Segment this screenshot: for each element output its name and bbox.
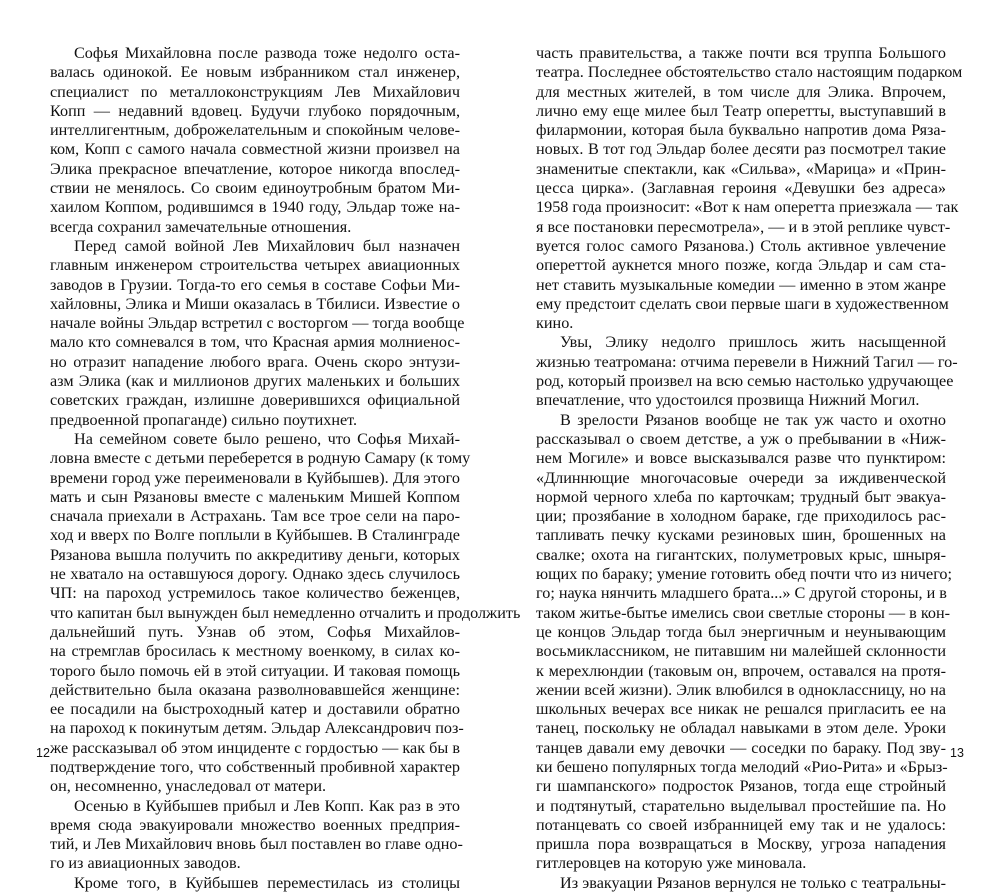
text-line: нем Могиле» и вовсе высказывался разве что пунктиром:: [536, 449, 946, 468]
text-line: школьных вечерах все никак не решался пригласить ее на: [536, 700, 946, 719]
text-line: опереттой аукнется много позже, когда Эльдар и сам ста-: [536, 256, 946, 275]
text-line: торого было помочь ей в этой ситуации. И таковая помощь: [50, 661, 460, 680]
text-line: жении всей жизни). Элик влюбился в одноклассницу, но на: [536, 680, 946, 699]
text-line: ствии не менялось. Со своим единоутробным братом Ми-: [50, 179, 460, 198]
text-line: Перед самой войной Лев Михайлович был назначен: [74, 236, 460, 255]
text-line: на стремглав бросилась к местному военкому, в силах ко-: [50, 642, 460, 661]
text-line: хаилом Коппом, родившимся в 1940 году, Эльдар тоже на-: [50, 198, 460, 217]
text-line: Софья Михайловна после развода тоже недолго оста-: [74, 44, 460, 62]
text-line: «Длиннющие многочасовые очереди за иждивенческой: [536, 468, 946, 487]
text-line: 1958 года произносит: «Вот к нам оперетта приезжала — так: [536, 198, 959, 217]
text-line: не хватало на оставшуюся дорогу. Однако здесь случилось: [50, 565, 460, 584]
text-line: ком, Копп с самого начала совместной жизни произвел на: [50, 140, 460, 159]
text-line: Кроме того, в Куйбышев переместилась из столицы: [74, 873, 460, 892]
text-line: це концов Эльдар тогда был энергичным и неунывающим: [536, 622, 946, 641]
text-line: цесса цирка». (Заглавная героиня «Девушки без адреса»: [536, 179, 946, 198]
text-line: танец, поскольку не обладал навыками в этом деле. Уроки: [536, 719, 946, 738]
text-line: что капитан был вынужден был немедленно отчалить и продолжить: [50, 603, 521, 622]
text-line: филармонии, которая была буквально напротив дома Ряза-: [536, 121, 946, 140]
text-line: но отразит нападение любого врага. Очень скоро энтузи-: [50, 352, 460, 371]
text-line: Элика прекрасное впечатление, которое никогда впослед-: [50, 159, 460, 178]
text-line: вуется голос самого Рязанова.) Столь активное увлечение: [536, 236, 946, 255]
text-line: дальнейший путь. Узнав об этом, Софья Михайлов-: [50, 622, 460, 641]
left-page-text-column: [50, 44, 521, 893]
text-line: тапливать печку кусками резиновых шин, брошенных на: [536, 526, 946, 545]
text-line: он, несомненно, унаследовал от матери.: [50, 777, 327, 796]
text-line: восьмиклассником, не питавшим ни малейшей склонности: [536, 642, 946, 661]
text-line: Осенью в Куйбышев прибыл и Лев Копп. Как раз в это: [74, 796, 460, 815]
text-line: лично ему еще милее был Театр оперетты, выступавший в: [536, 101, 946, 120]
text-line: предвоенной пропаганде) сильно поутихнет.: [50, 410, 358, 429]
text-line: кино.: [536, 314, 574, 333]
text-line: го из авиационных заводов.: [50, 854, 241, 873]
text-line: ловна вместе с детьми переберется в родную Самару (к тому: [50, 449, 471, 468]
text-line: ки бешено популярных тогда мелодий «Рио-Рита» и «Брыз-: [536, 757, 948, 776]
text-line: свалке; охота на гигантских, полуметровых крыс, шныря-: [536, 545, 946, 564]
text-line: ции; прозябание в холодном бараке, где приходилось рас-: [536, 507, 946, 526]
text-line: главным инженером строительства четырех авиационных: [50, 256, 460, 275]
text-line: ющих по бараку; умение готовить обед почти что из ничего;: [536, 565, 953, 584]
text-line: потанцевать со своей избранницей ему так и не удалось:: [536, 815, 946, 834]
text-line: впечатление, что удостоился прозвища Нижний Могил.: [536, 391, 920, 410]
text-line: я все постановки пересмотрела», — и в этой реплике чувст-: [536, 217, 951, 236]
text-line: Копп — недавний вдовец. Будучи глубоко порядочным,: [50, 101, 460, 120]
text-line: знаменитые спектакли, как «Сильва», «Марица» и «Прин-: [536, 159, 946, 178]
text-line: ги шампанского» подросток Рязанов, тогда еще стройный: [536, 777, 946, 796]
text-line: танцев давали ему девочки — соседки по бараку. Под зву-: [536, 738, 946, 757]
text-line: рассказывал о своем детстве, а уж о пребывании в «Ниж-: [536, 429, 946, 448]
text-line: время сюда эвакуировали множество военных предприя-: [50, 815, 460, 834]
text-line: всегда сохранил замечательные отношения.: [50, 217, 352, 236]
text-line: начале войны Эльдар встретил с восторгом — тогда вообще: [50, 314, 465, 333]
text-line: мало кто сомневался в том, что Красная армия молниенос-: [50, 333, 460, 352]
text-line: пришла пора возвращаться в Москву, угроза нападения: [536, 835, 946, 854]
text-line: Из эвакуации Рязанов вернулся не только с театральны-: [560, 873, 946, 892]
text-line: времени город уже переименовали в Куйбышев). Для этого: [50, 468, 460, 487]
left-page-number: 12: [36, 746, 50, 760]
text-line: тий, и Лев Михайлович вновь был поставлен во главе одно-: [50, 835, 463, 854]
text-line: нормой черного хлеба по карточкам; трудный быт эвакуа-: [536, 487, 946, 506]
text-line: специалист по металлоконструкциям Лев Михайлович: [50, 82, 460, 101]
text-line: валась одинокой. Ее новым избранником стал инженер,: [50, 63, 460, 82]
text-line: подтверждение того, что собственный пробивной характер: [50, 757, 460, 776]
text-line: для местных жителей, в том числе для Элика. Впрочем,: [536, 82, 946, 101]
text-line: же рассказывал об этом инциденте с гордостью — как бы в: [50, 738, 460, 757]
text-line: к мерехлюндии (таковым он, впрочем, оставался на протя-: [536, 661, 946, 680]
text-line: ход и вверх по Волге поплыли в Куйбышев. В Сталинграде: [50, 526, 460, 545]
text-line: На семейном совете было решено, что Софья Михай-: [74, 429, 460, 448]
text-line: го; наука нянчить младшего брата...» С другой стороны, и в: [536, 584, 947, 603]
text-line: ЧП: на пароход устремилось такое количество беженцев,: [50, 584, 460, 603]
text-line: таком житье-бытье имелись свои светлые стороны — в кон-: [536, 603, 951, 622]
text-line: В зрелости Рязанов вообще не так уж часто и охотно: [560, 410, 946, 429]
text-line: и подтянутый, старательно выделывал простейшие па. Но: [536, 796, 946, 815]
text-line: род, который произвел на всю семью настолько удручающее: [536, 372, 954, 391]
text-line: Увы, Элику недолго пришлось жить насыщенной: [560, 333, 946, 352]
text-line: заводов в Грузии. Тогда-то его семья в составе Софьи Ми-: [50, 275, 460, 294]
right-page: [500, 0, 1000, 892]
text-line: сначала приехали в Астрахань. Там все трое сели на паро-: [50, 507, 460, 526]
text-line: жизнью театромана: отчима перевели в Нижний Тагил — го-: [536, 352, 958, 371]
text-line: советских граждан, излишне доверившихся официальной: [50, 391, 460, 410]
text-line: новых. В тот год Эльдар более десяти раз посмотрел такие: [536, 140, 946, 159]
text-line: театра. Последнее обстоятельство стало настоящим подарком: [536, 63, 963, 82]
text-line: на пароход к покинутым детям. Эльдар Александрович поз-: [50, 719, 464, 738]
text-line: часть правительства, а также почти вся труппа Большого: [536, 44, 946, 62]
text-line: ее посадили на быстроходный катер и доставили обратно: [50, 700, 460, 719]
text-line: интеллигентным, доброжелательным и спокойным челове-: [50, 121, 460, 140]
text-line: ему предстоит сделать свои первые шаги в художественном: [536, 294, 949, 313]
text-line: хайловны, Элика и Миши оказалась в Тбилиси. Известие о: [50, 294, 460, 313]
text-line: азм Элика (как и миллионов других маленьких и больших: [50, 372, 460, 391]
text-line: Рязанова вышла получить по аккредитиву деньги, которых: [50, 545, 460, 564]
text-line: действительно была оказана разволновавшейся женщине:: [50, 680, 460, 699]
right-page-number: 13: [950, 746, 964, 760]
text-line: нет ставить музыкальные комедии — именно в этом жанре: [536, 275, 946, 294]
text-line: гитлеровцев на которую уже миновала.: [536, 854, 807, 873]
text-line: мать и сын Рязановы вместе с маленьким Мишей Коппом: [50, 487, 460, 506]
